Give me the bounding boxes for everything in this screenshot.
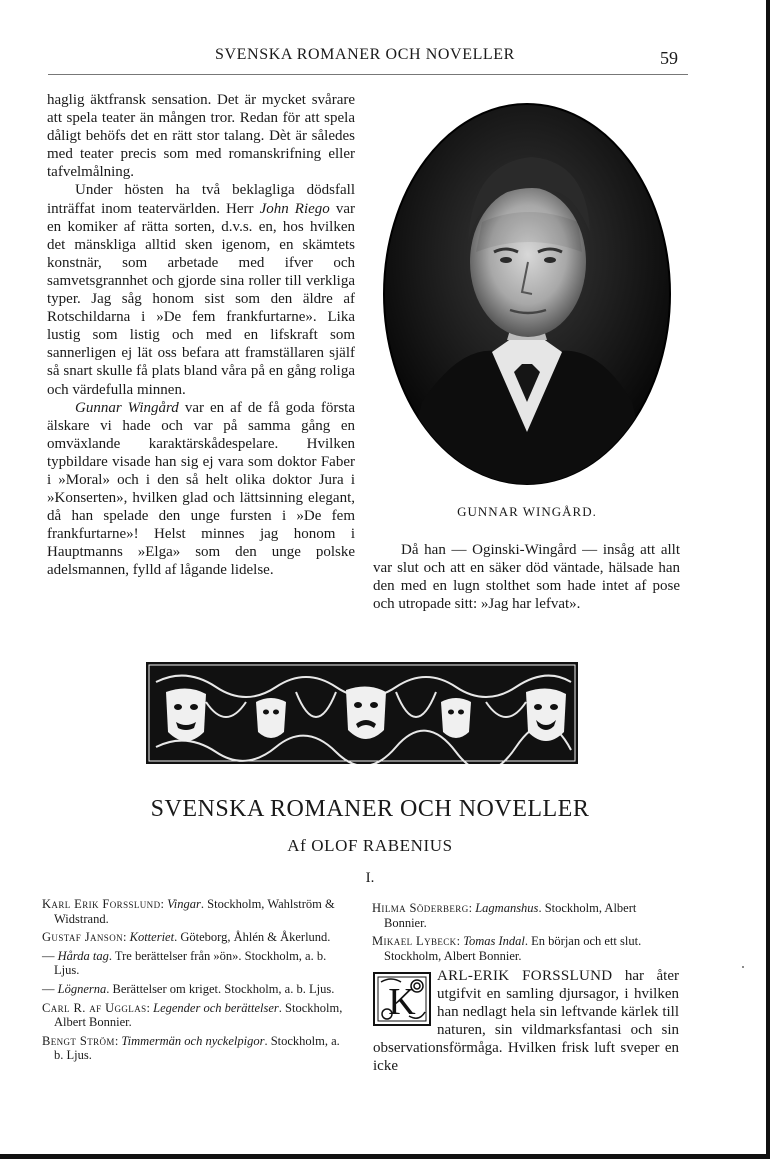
intro-first-words: ARL-ERIK FORSSLUND <box>437 968 613 984</box>
biblio-entry: Carl R. af Ugglas: Legender och berättelser. Stockholm, Albert Bonnier. <box>42 1000 343 1030</box>
biblio-author: Bengt Ström <box>42 1033 115 1048</box>
intro-body: har åter utgifvit en samling djursagor, i hvilken han nedlagt hela sin leftvande kärlek till naturen, sin vildmarksfantasi och sin observationsförmåga. Hvilken frisk luft sveper en icke <box>373 968 679 1075</box>
right-paragraph: Då han — Oginski-Wingård — insåg att allt var slut och att en säker död väntade, hälsade han den med en lugn stolthet som hade intet af pose och utropade sitt: »Jag har lefvat». <box>373 542 680 613</box>
running-title: SVENSKA ROMANER OCH NOVELLER <box>215 46 515 63</box>
bibliography-left <box>42 897 352 1067</box>
portrait-image <box>382 102 672 486</box>
biblio-entry: Gustaf Janson: Kotteriet. Göteborg, Åhlén & Åkerlund. <box>42 930 331 945</box>
biblio-title: Timmermän och nyckelpigor <box>121 1033 265 1048</box>
section-title: SVENSKA ROMANER OCH NOVELLER <box>150 796 590 822</box>
biblio-rest: . Stockholm, Albert Bonnier. <box>54 1000 343 1030</box>
biblio-author: Karl Erik Forsslund <box>42 897 161 911</box>
biblio-title: Vingar <box>167 897 201 911</box>
drop-cap-letter: K <box>388 981 416 1023</box>
biblio-entry: Mikael Lybeck: Tomas Indal. En början och ett slut. Stockholm, Albert Bonnier. <box>372 934 642 963</box>
biblio-title: Legender och berättelser <box>153 1000 279 1015</box>
biblio-entry: Hilma Söderberg: Lagmanshus. Stockholm, Albert Bonnier. <box>372 901 637 930</box>
paragraph-1: haglig äktfransk sensation. Det är mycket svårare att spela teater än mången tror. Redan för att spela dåligt behöfs det en rätt stor talang. Dèt är således med teater precis som med romanskrifning eller tafvelmålning. <box>47 92 355 181</box>
biblio-rest: . Stockholm, Albert Bonnier. <box>384 901 637 930</box>
biblio-entry <box>42 982 352 997</box>
paragraph-2 <box>47 181 355 398</box>
right-column <box>373 541 680 613</box>
biblio-title: Lagmanshus <box>475 901 539 915</box>
biblio-author: — <box>42 981 55 996</box>
portrait-photo <box>382 102 672 486</box>
biblio-title: Tomas Indal <box>463 934 525 949</box>
biblio-author: Hilma Söderberg <box>372 901 469 915</box>
bibliography-right <box>372 901 680 967</box>
biblio-rest: . Stockholm, Wahlström & Widstrand. <box>54 897 335 926</box>
page-edge-bottom <box>0 1154 770 1159</box>
biblio-author: Gustaf Janson <box>42 930 124 945</box>
paragraph-2-lead: Under hösten ha två beklagliga dödsfall inträffat inom teatervärlden. Herr <box>47 182 355 217</box>
decorative-mask-ornament <box>146 662 578 764</box>
biblio-author: — <box>42 948 55 963</box>
paragraph-3-rest: var en af de få goda första älskare vi hade och var på samma gång en omväxlande karaktärskådespelare. Hvilken typbildare visade han sig ej vara som doktor Faber i »Moral» och i den så helt olika doktor Jura i »Konserten», hvilken glad och lättsinning elegant, då han spelade den unge fursten i »De fem frankfurtarne»! Helst minnes jag honom i Hauptmanns »Elga» som den unge polske adelsmannen, fylld af lågande lidelse. <box>47 399 355 579</box>
intro-paragraph <box>373 967 679 1076</box>
page-number: 59 <box>660 48 678 68</box>
print-speck <box>742 966 744 968</box>
biblio-author: Carl R. af Ugglas <box>42 1000 147 1015</box>
paragraph-2-rest: var en komiker af rätta sorten, d.v.s. en, hos hvilken det mänskliga alltid sken igenom, en skämtets konstnär, som arbetade med ifver och samvetsgrannhet och gjorde sina roller till verkliga typer. Jag såg honom sist som den äldre af Rotschildarna i »De fem frankfurtarne». Lika lustig som listig och med en lifskraft som sannerligen ej lät oss befara att framställaren själf så snart skulle få plats bland våra på en gång roliga och värdefulla minnen. <box>47 200 355 398</box>
biblio-author: Mikael Lybeck <box>372 934 457 949</box>
biblio-entry <box>42 949 352 978</box>
biblio-rest: . Tre berättelser från »ön». Stockholm, a. b. Ljus. <box>54 948 327 978</box>
biblio-rest: . En början och ett slut. Stockholm, Albert Bonnier. <box>384 934 642 963</box>
biblio-title: Hårda tag <box>57 948 109 963</box>
page-edge-right <box>766 0 770 1158</box>
name-john-riego: John Riego <box>259 200 330 217</box>
biblio-rest: . Göteborg, Åhlén & Åkerlund. <box>174 930 331 945</box>
author-line: Af OLOF RABENIUS <box>287 836 453 855</box>
biblio-rest: . Stockholm, a. b. Ljus. <box>54 1033 340 1063</box>
biblio-title: Lögnerna <box>57 981 107 996</box>
section-numeral: I. <box>365 870 375 886</box>
theatre-masks-ornament-image <box>146 662 578 764</box>
biblio-entry: Karl Erik Forsslund: Vingar. Stockholm, Wahlström & Widstrand. <box>42 897 335 926</box>
portrait-caption: GUNNAR WINGÅRD. <box>457 504 597 519</box>
left-column <box>47 91 355 580</box>
biblio-entry: Bengt Ström: Timmermän och nyckelpigor. Stockholm, a. b. Ljus. <box>42 1033 340 1063</box>
drop-cap-space <box>373 967 437 1037</box>
name-gunnar-wingard: Gunnar Wingård <box>75 399 179 416</box>
header-rule <box>48 74 688 75</box>
biblio-title: Kotteriet <box>129 930 175 945</box>
paragraph-3 <box>47 399 355 580</box>
biblio-rest: . Berättelser om kriget. Stockholm, a. b. Ljus. <box>106 981 335 996</box>
